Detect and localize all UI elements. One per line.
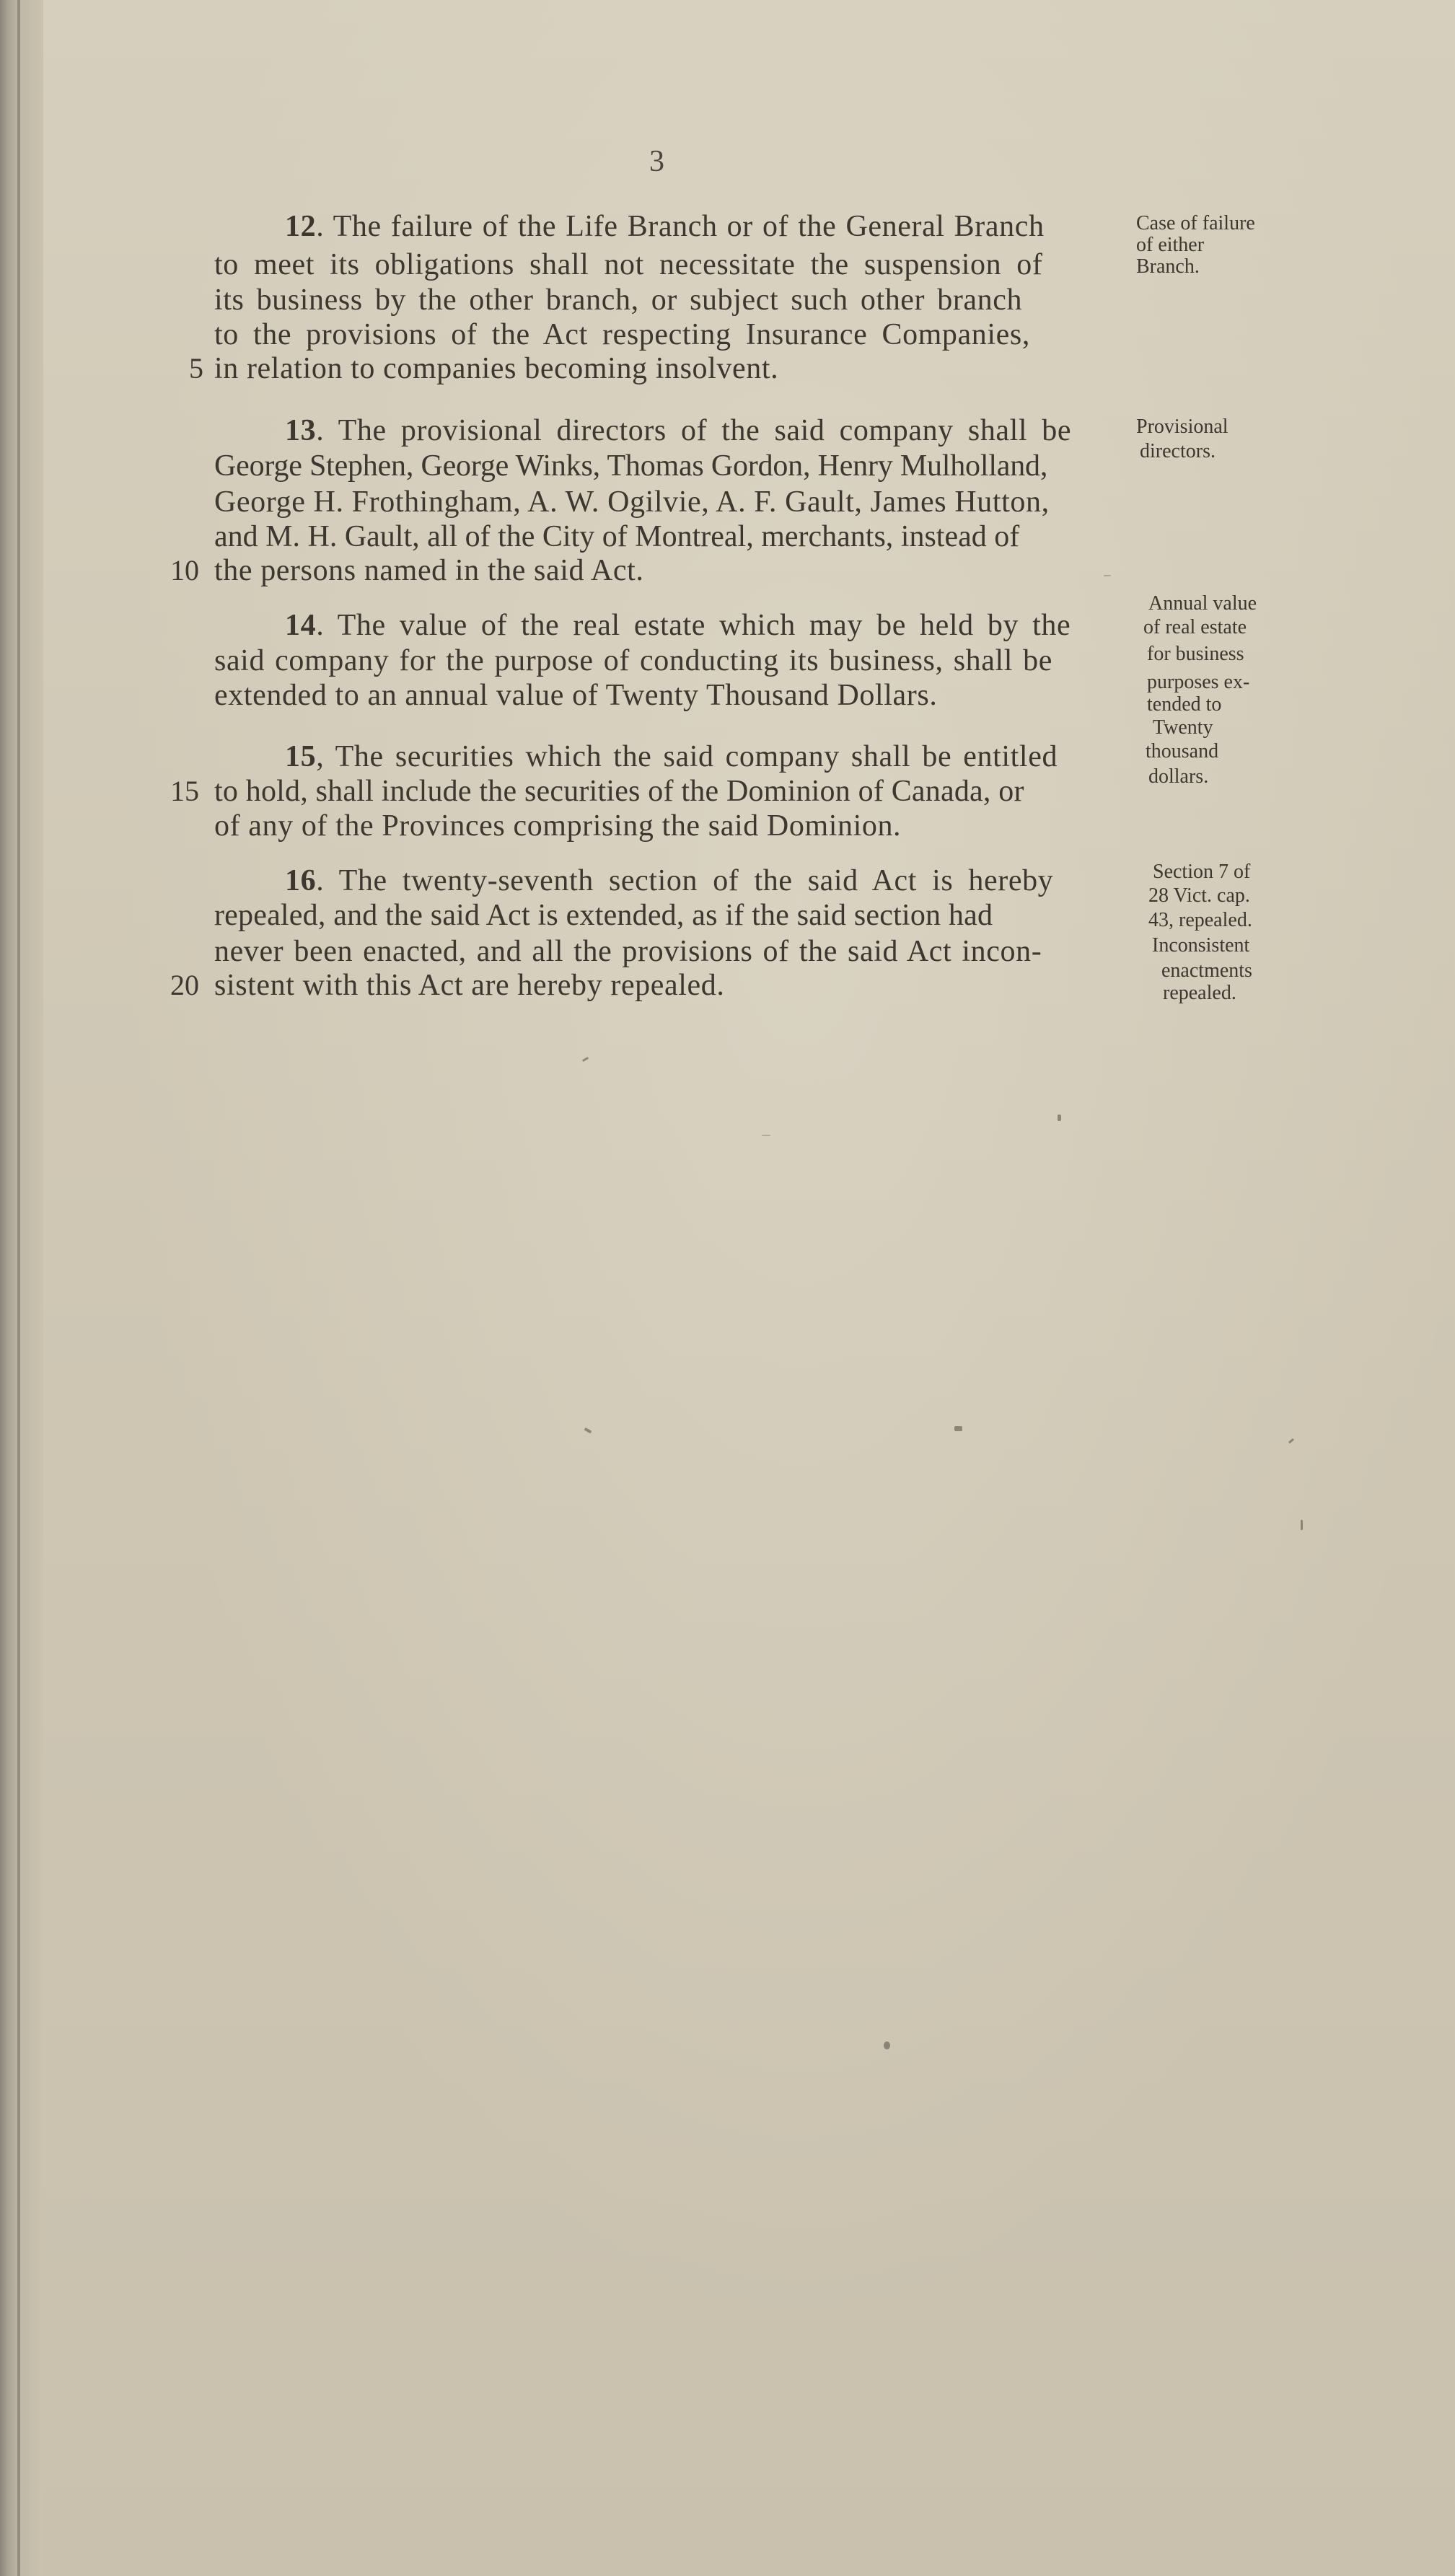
- paper-speck: [582, 1057, 589, 1062]
- paper-speck: [1104, 575, 1111, 576]
- section-number: 12: [285, 210, 317, 243]
- paper-speck: [1288, 1438, 1294, 1443]
- section-12-line-2: to meet its obligations shall not necessitate the suspension of: [214, 248, 1043, 281]
- section-number: 16: [285, 864, 317, 897]
- section-text: The twenty-seventh section of the said Act is hereby: [338, 864, 1054, 897]
- section-14-line-1: 14. The value of the real estate which may be held by the: [285, 609, 1071, 642]
- sidenote-16-line-3: 43, repealed.: [1148, 909, 1252, 931]
- paper-speck: [1301, 1520, 1303, 1530]
- section-14-line-3: extended to an annual value of Twenty Thousand Dollars.: [214, 679, 938, 712]
- line-number-5: 5: [189, 352, 203, 384]
- sidenote-14-line-7: thousand: [1146, 740, 1219, 762]
- sidenote-14-line-8: dollars.: [1148, 765, 1209, 788]
- sidenote-12-line-3: Branch.: [1136, 255, 1200, 278]
- section-text: The provisional directors of the said company shall be: [338, 414, 1072, 447]
- section-15-line-1: 15, The securities which the said company shall be entitled: [285, 740, 1058, 773]
- sidenote-16-line-1: Section 7 of: [1153, 861, 1251, 883]
- section-15-line-3: of any of the Provinces comprising the said Dominion.: [214, 809, 902, 843]
- book-spine-shadow: [0, 0, 43, 2576]
- sidenote-16-line-6: repealed.: [1163, 982, 1236, 1004]
- sidenote-14-line-1: Annual value: [1148, 592, 1257, 615]
- section-16-line-3: never been enacted, and all the provisions of the said Act incon-: [214, 935, 1042, 968]
- section-text: The failure of the Life Branch or of the General Branch: [333, 210, 1045, 243]
- section-13-line-3: George H. Frothingham, A. W. Ogilvie, A. F. Gault, James Hutton,: [214, 485, 1050, 519]
- section-12-line-4: to the provisions of the Act respecting Insurance Companies,: [214, 318, 1030, 351]
- sidenote-13-line-1: Provisional: [1136, 416, 1228, 438]
- sidenote-14-line-2: of real estate: [1143, 616, 1247, 638]
- section-16-line-2: repealed, and the said Act is extended, as if the said section had: [214, 899, 993, 932]
- section-13-line-2: George Stephen, George Winks, Thomas Gordon, Henry Mulholland,: [214, 449, 1048, 483]
- sidenote-16-line-5: enactments: [1161, 959, 1252, 982]
- sidenote-14-line-5: tended to: [1147, 693, 1222, 716]
- sidenote-12-line-1: Case of failure: [1136, 212, 1255, 234]
- section-number: 14: [285, 609, 317, 642]
- sidenote-13-line-2: directors.: [1140, 440, 1216, 462]
- section-13-line-4: and M. H. Gault, all of the City of Montreal, merchants, instead of: [214, 520, 1020, 553]
- page-number: 3: [649, 145, 664, 178]
- section-12-line-3: its business by the other branch, or subject such other branch: [214, 283, 1023, 317]
- section-12-line-1: 12. The failure of the Life Branch or of the General Branch: [285, 210, 1045, 243]
- section-number: 15: [285, 740, 317, 773]
- section-text: The securities which the said company shall be entitled: [335, 740, 1058, 773]
- line-number-20: 20: [170, 969, 199, 1001]
- line-number-15: 15: [170, 775, 199, 807]
- section-16-line-4: sistent with this Act are hereby repealed.: [214, 969, 725, 1002]
- section-text: The value of the real estate which may be held by the: [337, 609, 1071, 642]
- section-14-line-2: said company for the purpose of conducting its business, shall be: [214, 644, 1052, 677]
- sidenote-12-line-2: of either: [1136, 234, 1205, 256]
- paper-speck: [954, 1426, 962, 1431]
- sidenote-14-line-4: purposes ex-: [1147, 671, 1250, 693]
- section-13-line-5: the persons named in the said Act.: [214, 554, 644, 587]
- section-number: 13: [285, 414, 317, 447]
- spine-edge-line: [17, 0, 20, 2576]
- sidenote-16-line-4: Inconsistent: [1152, 934, 1250, 957]
- section-15-line-2: to hold, shall include the securities of the Dominion of Canada, or: [214, 775, 1024, 808]
- paper-speck: [584, 1428, 592, 1433]
- section-13-line-1: 13. The provisional directors of the said company shall be: [285, 414, 1072, 447]
- section-16-line-1: 16. The twenty-seventh section of the said Act is hereby: [285, 864, 1054, 897]
- paper-speck: [1058, 1115, 1061, 1121]
- sidenote-14-line-3: for business: [1147, 643, 1244, 665]
- sidenote-14-line-6: Twenty: [1153, 716, 1213, 739]
- section-12-line-5: in relation to companies becoming insolvent.: [214, 352, 779, 385]
- line-number-10: 10: [170, 554, 199, 586]
- paper-speck: [884, 2041, 890, 2049]
- sidenote-16-line-2: 28 Vict. cap.: [1148, 884, 1250, 907]
- paper-speck: [762, 1135, 770, 1136]
